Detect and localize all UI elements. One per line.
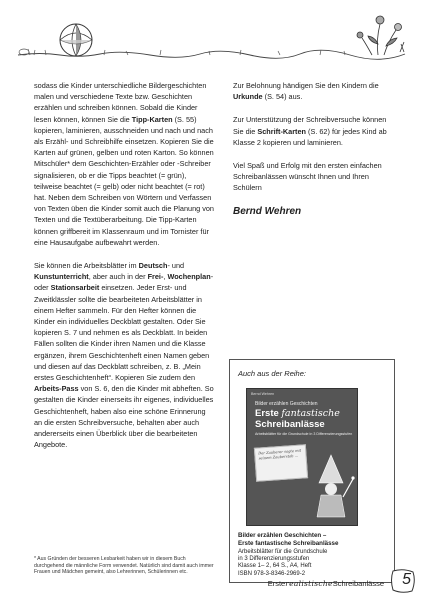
book-note-card: Der Zauberer sagte mit seinem Zauberstab ... [254,444,308,482]
paragraph-usage: Sie können die Arbeitsblätter im Deutsch- und Kunstunterricht, aber auch in der Frei-, Wochenplan- oder Stationsarbeit einsetzen. Jeder Erst- und Zweitklässler sollte die bearbeiteten Arbeitsblätter in einem Hefter sammeln. Für den Hefter können die Kinder ein individuelles Deckblatt gestalten. Oder Sie kopieren S. 7 und nehmen es als Deckblatt. In beiden Fällen sollten die Kinder ihren Namen und die Klasse ergänzen, ihrem Geschichtenheft einen Namen geben und diesen auf das Deckblatt schreiben, z. B. „Mein erstes Geschichtenheft“. Kopieren Sie zudem den Arbeits-Pass von S. 6, den die Kinder mit abheften. So gestalten die Kinder einerseits ihr eigenes, individuelles Geschichtenheft, haben also eine schöne Erinnerung an die ersten Schreibversuche, behalten aber auch andererseits einen Überblick über die bearbeiteten Angebote. [34,261,214,450]
wizard-illustration-icon [307,449,355,519]
book-title: Erste fantastische Schreibanlässe [255,408,340,430]
series-ad-box [229,359,395,583]
ad-heading: Auch aus der Reihe: [238,369,306,378]
footer-series-title: Erste realistische Schreibanlässe [267,578,384,588]
page-number: 5 [402,571,411,588]
book-author: Bernd Wehren [251,392,275,396]
ad-title: Bilder erzählen Geschichten – Erste fantastische Schreibanlässe [238,532,339,547]
paragraph-intro: sodass die Kinder unterschiedliche Bildergeschichten malen und verschiedene Texte bzw. Geschichten erzählen und schreiben können. Sobald die Kinder lesen können, können Sie die Tipp-Karten (S. 55) kopieren, laminieren, ausschneiden und nach und nach als Erzähl- und Schreibhilfe einsetzen. Kopieren Sie die Karten auf grünen, gelben und roten Karton. So können Mitschüler* dem Geschichten-Erzähler oder -Schreiber signalisieren, ob er die Tipps beachtet (= grün), teilweise beachtet (= gelb) oder nicht beachtet (= rot) hat. Neben dem Schreiben von Wörtern und Verfassen von Texten üben die Kinder somit auch die Planung von Texten und die Textüberarbeitung. Die Tipp-Karten können griffbereit im Klassenraum und im Tornister für eine Hausaufgabe aufbewahrt werden. [34,81,214,247]
author-signature: Bernd Wehren [233,205,302,217]
flower-plant-icon [357,16,404,55]
paragraph-reward: Zur Belohnung händigen Sie den Kindern die Urkunde (S. 54) aus. [233,81,379,102]
footnote: * Aus Gründen der besseren Lesbarkeit haben wir in diesem Buch durchgehend die männliche Form verwendet. Natürlich sind damit auch immer Frauen und Mädchen gemeint, also Lehrerinnen, Schülerinnen etc. [34,556,214,576]
paragraph-closing: Viel Spaß und Erfolg mit den ersten einfachen Schreibanlässen wünscht Ihnen und Ihren Schülern [233,161,382,193]
book-description: Arbeitsblätter für die Grundschule in 3 Differenzierungsstufen [255,432,353,436]
book-cover-image [246,388,358,526]
left-column [34,80,214,463]
beach-ball-icon [60,24,92,56]
book-subtitle: Bilder erzählen Geschichten [255,401,318,407]
ad-description: Arbeitsblätter für die Grundschule in 3 Differenzierungsstufen Klasse 1– 2, 64 S., A4, Heft ISBN 978-3-8346-2969-2 [238,549,328,577]
right-column [233,80,397,217]
header-illustration [0,0,424,62]
paragraph-support: Zur Unterstützung der Schreibversuche können Sie die Schrift-Karten (S. 62) für jedes Kind ab Klasse 2 kopieren und laminieren. [233,115,387,147]
